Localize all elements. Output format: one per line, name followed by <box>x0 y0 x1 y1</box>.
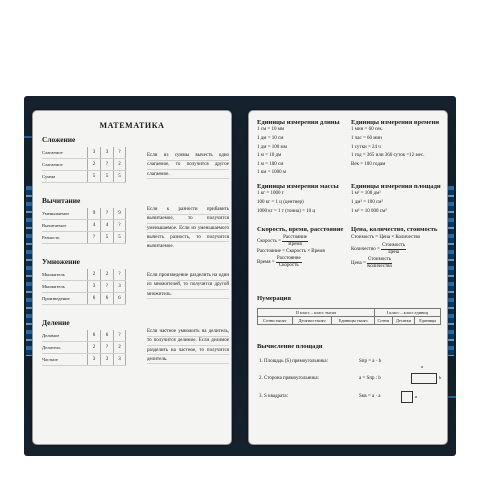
fact-line: 1 сутки = 24 ч <box>351 144 381 150</box>
place-cell: Сотни тысяч <box>258 317 293 325</box>
table-row: Частное 3 3 3 <box>42 354 126 366</box>
block-area-units <box>351 183 446 216</box>
place-cell: Десятки <box>392 317 415 325</box>
table-multiplication <box>42 269 126 305</box>
fact-line: 1 дм² = 100 см² <box>351 200 383 205</box>
rect-side-a-label: a <box>421 364 424 369</box>
numeration-table <box>257 308 441 325</box>
rule-note-division: Если частное умножить на делитель, то получится делимое. Если делимое разделить на частное, то получится делитель. <box>147 327 229 364</box>
formula-distance: Расстояние = Скорость × Время <box>257 248 325 254</box>
heading-area-units: Единицы измерения площади <box>351 183 441 190</box>
block-mass-units <box>257 183 347 216</box>
fact-line: 1 кг = 1000 г <box>257 191 284 197</box>
table-row: Делитель 2 ? 2 <box>42 342 126 354</box>
table-row: Делимое 6 6 ? <box>42 330 126 342</box>
square-diagram <box>401 391 413 403</box>
heading-area-calculation: Вычисление площади <box>257 343 323 350</box>
formula-price: Цена = Стоимость Количество <box>351 257 392 269</box>
class-thousands-header: II класс – класс тысяч <box>258 309 375 317</box>
fact-line: 1000 кг = 1 т (тонна) = 10 ц <box>257 208 316 214</box>
class-units-header: I класс – класс единиц <box>374 309 440 317</box>
section-title-division: Деление <box>42 318 70 327</box>
fact-line: 1 год = 365 или 366 суток =12 мес. <box>351 153 425 159</box>
area-formula-side: a = Sпр : b <box>359 376 381 381</box>
fact-line: 1 дм = 10 см <box>257 136 284 141</box>
section-title-multiplication: Умножение <box>42 257 80 266</box>
area-rule-label-1: 1. Площадь (S) прямоугольника: <box>259 359 329 364</box>
right-page-measures <box>248 110 448 445</box>
section-title-addition: Сложение <box>42 135 76 144</box>
formula-quantity: Количество = Стоимость Цена <box>351 243 406 255</box>
heading-time-units: Единицы измерения времени <box>351 119 440 126</box>
table-division <box>42 330 126 366</box>
place-cell: Десятки тысяч <box>292 317 332 325</box>
fact-line: 1 м = 10 дм <box>257 153 282 159</box>
table-row: Слагаемое 3 3 ? <box>42 147 126 159</box>
fact-line: Век = 100 годам <box>351 161 386 167</box>
rule-note-subtraction: Если к разности прибавить вычитаемое, то получится уменьшаемое. Если из уменьшаемого вычесть разность, то получится вычитаемое. <box>147 205 229 251</box>
heading-mass-units: Единицы измерения массы <box>257 183 339 190</box>
table-subtraction <box>42 208 126 244</box>
place-cell: Сотни <box>374 317 392 325</box>
table-row: Вычитаемое 4 4 ? <box>42 220 126 232</box>
formula-speed: Скорость = Расстояние Время <box>257 235 307 247</box>
fact-line: 1 м² = 10 000 см² <box>351 208 387 214</box>
square-side-label: a <box>415 394 418 399</box>
table-row: Произведение 6 6 6 <box>42 293 126 305</box>
table-row: Множитель 3 ? 3 <box>42 281 126 293</box>
area-rule-label-2: 2. Сторона прямоугольника: <box>259 376 319 381</box>
page-title: МАТЕМАТИКА <box>99 121 165 130</box>
block-speed-formulas <box>257 226 349 268</box>
fact-line: 1 м = 100 см <box>257 161 284 167</box>
fact-line: 100 кг = 1 ц (центнер) <box>257 200 304 205</box>
table-row: Слагаемое 2 ? 2 <box>42 159 126 171</box>
rectangle-diagram <box>411 373 437 384</box>
block-length-units <box>257 119 345 178</box>
fact-line: 1 мин = 60 сек. <box>351 127 384 133</box>
left-page-math-rules <box>32 110 232 445</box>
table-row: Разность ? 5 5 <box>42 232 126 244</box>
heading-speed-time-distance: Скорость, время, расстояние <box>257 226 344 233</box>
table-row: Уменьшаемое 9 ? 9 <box>42 208 126 220</box>
place-cell: Единицы тысяч <box>332 317 374 325</box>
heading-numeration: Нумерация <box>257 295 291 302</box>
fact-line: 1 час = 60 мин <box>351 136 382 141</box>
area-formula-square: Sкв = a · a <box>359 394 381 399</box>
rule-note-multiplication: Если произведение разделить на один из множителей, то получится другой множитель. <box>147 271 229 299</box>
block-price-formulas <box>351 226 446 269</box>
area-rule-label-3: 3. S квадрата: <box>259 394 288 399</box>
block-time-units <box>351 119 446 169</box>
table-row: Множитель 2 2 ? <box>42 269 126 281</box>
rect-side-b-label: b <box>439 375 442 380</box>
formula-cost: Стоимость = Цена × Количество <box>351 235 421 241</box>
section-title-subtraction: Вычитание <box>42 196 81 205</box>
fact-line: 1 м² = 100 дм² <box>351 191 381 197</box>
formula-time: Время = Расстояние Скорость <box>257 256 301 268</box>
fact-line: 1 км = 1000 м <box>257 170 287 176</box>
table-row: Сумма 5 5 5 <box>42 171 126 183</box>
fact-line: 1 см = 10 мм <box>257 127 285 133</box>
fact-line: 1 дм = 100 мм <box>257 144 287 150</box>
table-addition <box>42 147 126 183</box>
place-cell: Единицы <box>415 317 441 325</box>
heading-length-units: Единицы измерения длины <box>257 119 340 126</box>
heading-price-quantity-cost: Цена, количество, стоимость <box>351 226 438 233</box>
area-formula-rectangle: Sпр = a · b <box>359 359 382 364</box>
rule-note-addition: Если из суммы вычесть одно слагаемое, то получится другое слагаемое. <box>147 151 229 179</box>
